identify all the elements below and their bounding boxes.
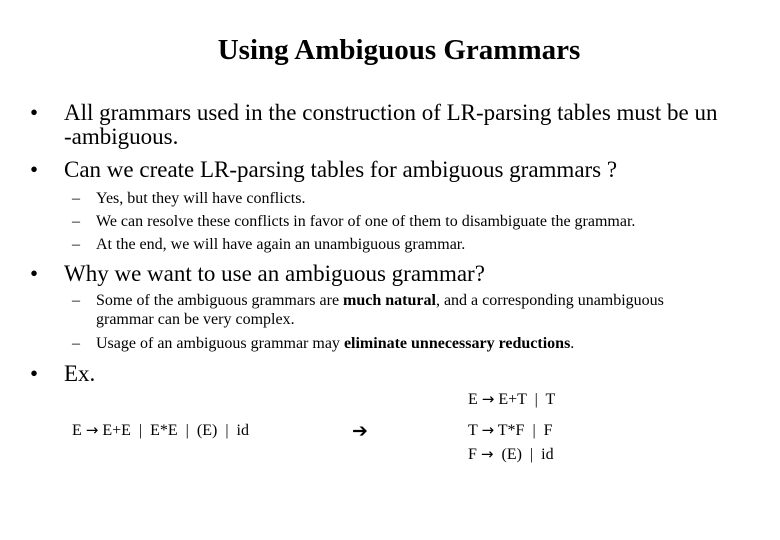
- derives-arrow-icon: →: [85, 421, 99, 439]
- sub-bullet-text-line2: grammar can be very complex.: [96, 311, 295, 328]
- dash-marker: –: [72, 190, 80, 207]
- bullet-text: Ex.: [64, 361, 96, 386]
- sub-bullet-text-line1: Some of the ambiguous grammars are much natural, and a corresponding unambiguous: [96, 292, 664, 309]
- bullet-marker: •: [30, 100, 39, 125]
- derives-arrow-icon: →: [480, 445, 494, 463]
- derives-arrow-icon: →: [481, 390, 495, 408]
- bullet-text: Can we create LR-parsing tables for ambiguous grammars ?: [64, 157, 618, 182]
- bullet-marker: •: [30, 261, 39, 286]
- bullet-text-line1: All grammars used in the construction of LR-parsing tables must be un: [64, 100, 718, 125]
- ambiguous-grammar-rule: E → E+E | E*E | (E) | id: [72, 421, 249, 439]
- bullet-text: Why we want to use an ambiguous grammar?: [64, 261, 485, 286]
- dash-marker: –: [72, 236, 80, 253]
- sub-bullet-text: We can resolve these conflicts in favor of one of them to disambiguate the grammar.: [96, 213, 636, 230]
- unambiguous-rule-t: T → T*F | F: [468, 421, 553, 439]
- dash-marker: –: [72, 292, 80, 309]
- dash-marker: –: [72, 335, 80, 352]
- unambiguous-rule-e: E → E+T | T: [468, 390, 556, 408]
- sub-bullet-text: Yes, but they will have conflicts.: [96, 190, 306, 207]
- sub-bullet-text: Usage of an ambiguous grammar may eliminate unnecessary reductions.: [96, 335, 575, 352]
- bullet-marker: •: [30, 361, 39, 386]
- transform-arrow-icon: ➔: [352, 420, 368, 442]
- emphasis-eliminate-reductions: eliminate unnecessary reductions: [343, 335, 571, 352]
- sub-bullet-text: At the end, we will have again an unambiguous grammar.: [96, 236, 466, 253]
- emphasis-much-natural: much natural: [343, 292, 436, 309]
- derives-arrow-icon: →: [481, 421, 495, 439]
- bullet-marker: •: [30, 157, 39, 182]
- dash-marker: –: [72, 213, 80, 230]
- unambiguous-rule-f: F → (E) | id: [468, 445, 554, 463]
- bullet-text-line2: -ambiguous.: [64, 124, 179, 149]
- slide-title: Using Ambiguous Grammars: [217, 34, 581, 66]
